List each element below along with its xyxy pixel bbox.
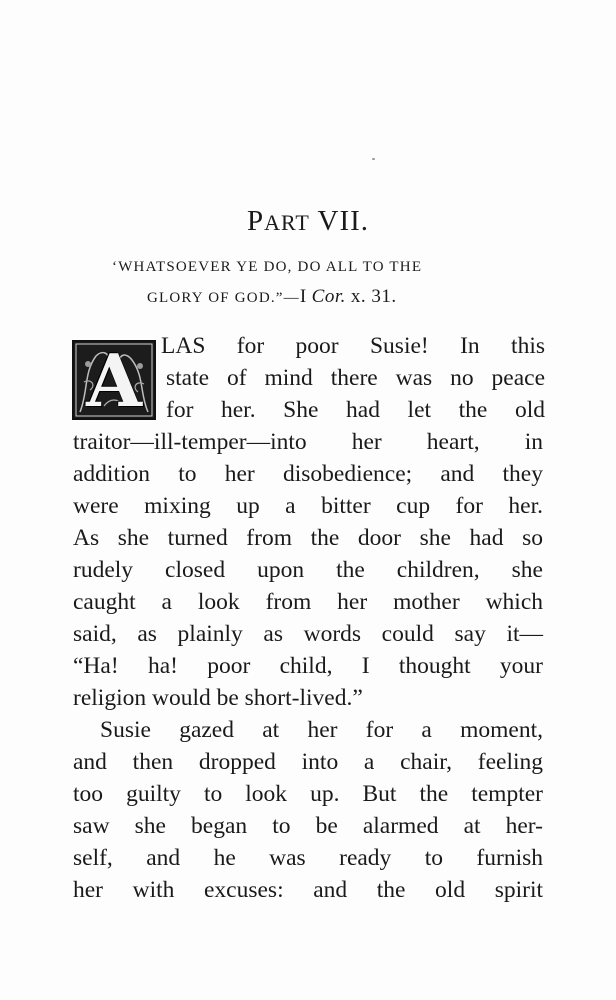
part-number: VII.	[317, 205, 370, 237]
epigraph-quote-end: GLORY OF GOD.”—	[147, 290, 300, 306]
text-line-4: traitor—ill-temper—into her heart, in	[73, 429, 543, 455]
part-heading	[0, 205, 616, 238]
part-word-initial: P	[246, 205, 265, 237]
epigraph-line-2	[147, 286, 577, 308]
drop-cap-letter: A	[86, 340, 142, 420]
text-line-8: rudely closed upon the children, she	[73, 557, 543, 583]
text-line-5: addition to her disobedience; and they	[73, 461, 543, 487]
epigraph-ref-number: I	[299, 286, 307, 307]
epigraph-line-1: ‘WHATSOEVER YE DO, DO ALL TO THE	[112, 259, 423, 275]
text-line-18: her with excuses: and the old spirit	[73, 877, 543, 903]
part-word-rest: ART	[264, 210, 310, 235]
paper-speck	[372, 158, 375, 160]
ornamental-initial-icon	[72, 340, 156, 420]
text-line-7: As she turned from the door she had so	[73, 525, 543, 551]
text-line-10: said, as plainly as words could say it—	[73, 621, 543, 647]
text-line-6: were mixing up a bitter cup for her.	[73, 493, 543, 519]
text-line-17: self, and he was ready to furnish	[73, 845, 543, 871]
text-line-12: religion would be short-lived.”	[73, 685, 363, 711]
text-line-14: and then dropped into a chair, feeling	[73, 749, 543, 775]
epigraph-ref-book: Cor.	[311, 286, 346, 307]
text-line-2: state of mind there was no peace	[166, 365, 545, 391]
text-line-1: LAS for poor Susie! In this	[161, 333, 545, 359]
text-line-13: Susie gazed at her for a moment,	[100, 717, 543, 743]
text-line-3: for her. She had let the old	[166, 397, 545, 423]
text-line-16: saw she began to be alarmed at her-	[73, 813, 543, 839]
text-line-11: “Ha! ha! poor child, I thought your	[73, 653, 543, 679]
text-line-9: caught a look from her mother which	[73, 589, 543, 615]
epigraph-ref-verse: x. 31.	[350, 286, 397, 307]
text-line-15: too guilty to look up. But the tempter	[73, 781, 543, 807]
